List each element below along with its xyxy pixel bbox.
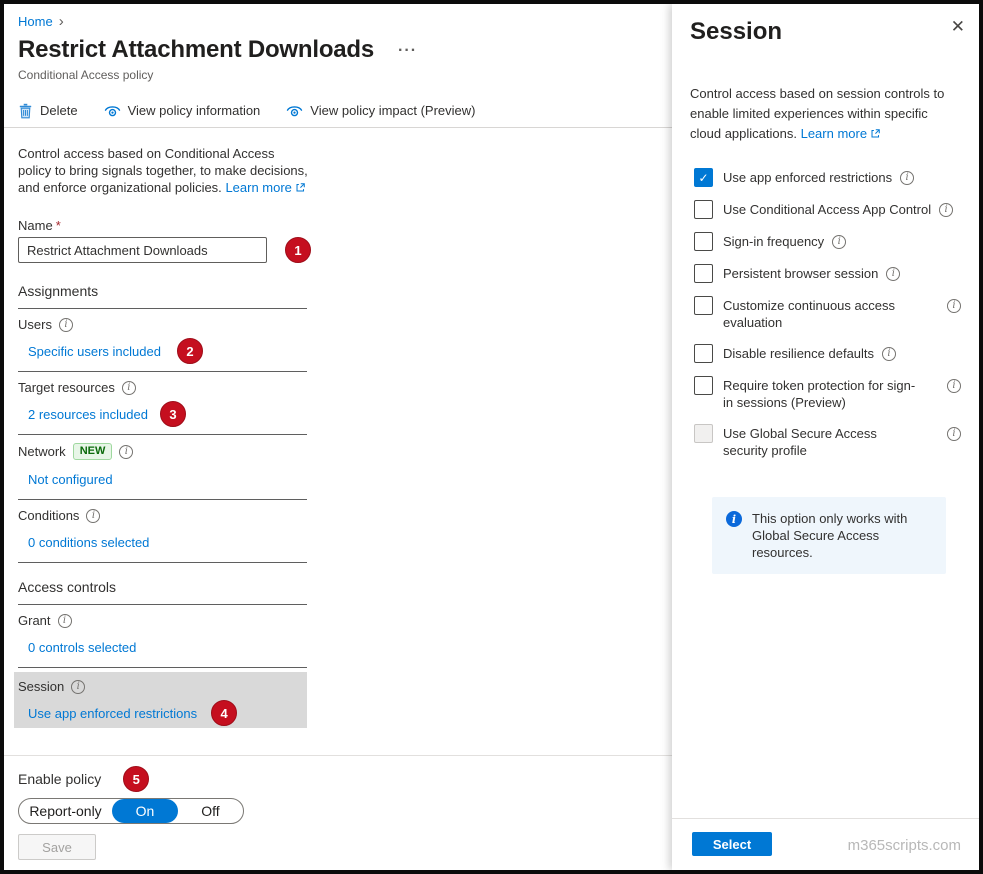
info-icon: i: [832, 235, 846, 249]
annotation-badge-2: 2: [177, 338, 203, 364]
session-options-list: [694, 168, 961, 459]
annotation-badge-3: 3: [160, 401, 186, 427]
users-link[interactable]: Specific users included: [28, 343, 161, 359]
panel-title: Session: [690, 18, 783, 45]
checkbox-disabled: [694, 424, 713, 443]
enable-policy-toggle[interactable]: [18, 798, 244, 824]
toggle-option-on[interactable]: On: [112, 799, 178, 823]
info-icon: i: [900, 171, 914, 185]
option-label: Use app enforced restrictions: [723, 170, 893, 185]
info-icon: i: [947, 299, 961, 313]
option-sign-in-frequency: [694, 232, 961, 251]
option-use-global-secure-access-security-profile: [694, 424, 961, 459]
network-link-row: [18, 466, 311, 492]
checkbox-unchecked[interactable]: [694, 264, 713, 283]
checkbox-unchecked[interactable]: [694, 344, 713, 363]
section-divider: [18, 308, 307, 309]
external-link-icon: [870, 128, 881, 139]
info-icon: i: [939, 203, 953, 217]
conditions-link-row: [18, 529, 311, 555]
toggle-option-off[interactable]: Off: [201, 803, 220, 819]
grant-link[interactable]: 0 controls selected: [28, 639, 137, 655]
section-divider: [18, 371, 307, 372]
page-title: Restrict Attachment Downloads: [18, 36, 375, 63]
required-asterisk: *: [55, 218, 61, 233]
name-input[interactable]: [18, 237, 267, 263]
grant-label: Grant i: [18, 613, 311, 628]
panel-footer: [672, 818, 979, 870]
option-label: Disable resilience defaults: [723, 346, 875, 361]
policy-form: [4, 145, 311, 728]
info-filled-icon: i: [726, 511, 742, 527]
conditions-link[interactable]: 0 conditions selected: [28, 534, 150, 550]
page-subtitle: Conditional Access policy: [18, 68, 154, 82]
save-button[interactable]: Save: [18, 834, 96, 860]
option-label: Use Conditional Access App Control: [723, 202, 932, 217]
select-button[interactable]: Select: [692, 832, 772, 856]
network-label: Network NEW i: [18, 443, 311, 460]
info-icon: i: [947, 427, 961, 441]
name-input-row: [18, 237, 311, 263]
policy-description-text: Control access based on Conditional Access policy to bring signals together, to make decisions, and enforce organizational policies.: [18, 146, 308, 195]
section-divider: [18, 667, 307, 668]
option-label: Sign-in frequency: [723, 234, 825, 249]
view-policy-information-button[interactable]: [104, 94, 261, 127]
main-blade: [4, 4, 672, 870]
policy-description: [18, 145, 310, 196]
conditions-label: Conditions i: [18, 508, 311, 523]
target-resources-link-row: [18, 401, 311, 427]
breadcrumb: [4, 4, 672, 29]
checkbox-checked[interactable]: ✓: [694, 168, 713, 187]
option-label: Customize continuous access evaluation: [723, 298, 895, 330]
info-icon: i: [119, 445, 133, 459]
content-footer-divider: [4, 755, 672, 756]
breadcrumb-home-link[interactable]: Home: [18, 14, 53, 29]
option-label: Require token protection for sign-in sessions (Preview): [723, 378, 916, 410]
session-panel: [672, 4, 979, 870]
session-section-highlight: [14, 672, 307, 728]
toolbar: [4, 94, 672, 128]
panel-description-text: Control access based on session controls to enable limited experiences within specific cloud applications.: [690, 86, 945, 141]
section-divider: [18, 434, 307, 435]
checkbox-unchecked[interactable]: [694, 296, 713, 315]
eye-icon: [286, 104, 303, 118]
info-icon: i: [59, 318, 73, 332]
session-link[interactable]: Use app enforced restrictions: [28, 705, 198, 721]
new-badge: NEW: [73, 443, 113, 460]
checkbox-unchecked[interactable]: [694, 200, 713, 219]
option-customize-continuous-access-evaluation: [694, 296, 961, 331]
checkbox-unchecked[interactable]: [694, 376, 713, 395]
view-policy-information-label: View policy information: [127, 103, 261, 118]
access-controls-section-title: Access controls: [18, 579, 117, 595]
panel-learn-more-link[interactable]: Learn more: [800, 126, 868, 141]
chevron-right-icon: ›: [58, 13, 64, 30]
trash-icon: [18, 103, 33, 119]
info-icon: i: [86, 509, 100, 523]
info-icon: i: [882, 347, 896, 361]
delete-button[interactable]: [18, 94, 78, 127]
annotation-badge-1: 1: [285, 237, 311, 263]
grant-link-row: [18, 634, 311, 660]
external-link-icon: [295, 182, 306, 193]
users-label: Users i: [18, 317, 311, 332]
option-use-conditional-access-app-control: [694, 200, 961, 219]
info-icon: i: [947, 379, 961, 393]
checkbox-unchecked[interactable]: [694, 232, 713, 251]
view-policy-impact-button[interactable]: [286, 94, 475, 127]
assignments-section-title: Assignments: [18, 283, 99, 299]
annotation-badge-5: 5: [123, 766, 149, 792]
option-require-token-protection: [694, 376, 961, 411]
name-label: Name *: [18, 218, 61, 233]
view-policy-impact-label: View policy impact (Preview): [310, 103, 476, 118]
option-use-app-enforced-restrictions: [694, 168, 961, 187]
delete-label: Delete: [40, 103, 78, 118]
info-banner: [712, 497, 946, 574]
info-icon: i: [122, 381, 136, 395]
section-divider: [18, 604, 307, 605]
toggle-option-report-only[interactable]: Report-only: [29, 803, 102, 819]
section-divider: [18, 499, 307, 500]
enable-policy-area: [18, 766, 244, 860]
panel-description: [690, 84, 962, 144]
option-persistent-browser-session: [694, 264, 961, 283]
option-disable-resilience-defaults: [694, 344, 961, 363]
info-icon: i: [886, 267, 900, 281]
eye-icon: [104, 104, 121, 118]
session-label: Session i: [18, 679, 307, 694]
section-divider: [18, 562, 307, 563]
session-link-row: [18, 700, 307, 726]
network-link[interactable]: Not configured: [28, 471, 113, 487]
more-options-icon[interactable]: ···: [398, 42, 418, 59]
info-icon: i: [71, 680, 85, 694]
learn-more-link[interactable]: Learn more: [225, 180, 292, 195]
users-link-row: [18, 338, 311, 364]
info-icon: i: [58, 614, 72, 628]
close-icon[interactable]: ✕: [950, 17, 965, 36]
target-resources-label: Target resources i: [18, 380, 311, 395]
title-row: [4, 29, 672, 64]
info-banner-text: This option only works with Global Secure Access resources.: [752, 511, 908, 560]
annotation-badge-4: 4: [211, 700, 237, 726]
option-label: Use Global Secure Access security profile: [723, 426, 877, 458]
watermark: m365scripts.com: [847, 837, 961, 854]
enable-policy-label: Enable policy: [18, 771, 102, 787]
option-label: Persistent browser session: [723, 266, 879, 281]
target-resources-link[interactable]: 2 resources included: [28, 406, 148, 422]
